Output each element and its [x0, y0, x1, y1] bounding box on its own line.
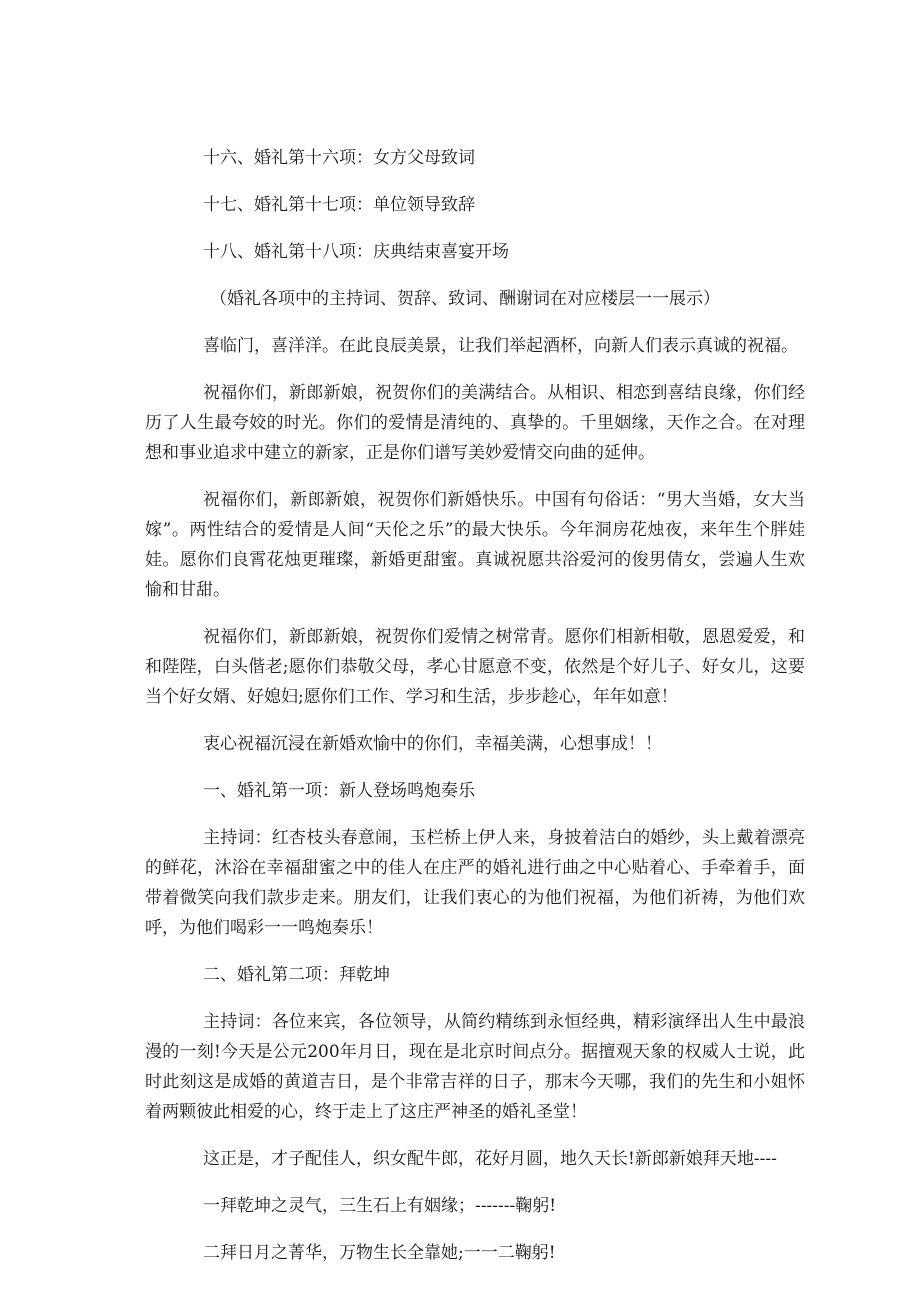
- section-heading-2: 二、婚礼第二项：拜乾坤: [203, 965, 390, 985]
- document-body: [145, 143, 805, 1285]
- paragraph-second-bow: 二拜日月之菁华，万物生长全靠她;一一二鞠躬!: [203, 1243, 556, 1263]
- paragraph-closing-wish: 衷心祝福沉浸在新婚欢愉中的你们，幸福美满，心想事成！！: [203, 734, 662, 754]
- paragraph-first-bow: 一拜乾坤之灵气，三生石上有姻缘；-------鞠躬!: [203, 1196, 557, 1216]
- paragraph-bow-intro: 这正是，才子配佳人，织女配牛郎，花好月圆，地久天长!新郎新娘拜天地----: [203, 1149, 777, 1169]
- paragraph-note: （婚礼各项中的主持词、贺辞、致词、酬谢词在对应楼层一一展示）: [210, 289, 720, 309]
- paragraph-blessing-3: 祝福你们，新郎新娘，祝贺你们爱情之树常青。愿你们相新相敬，恩恩爱爱，和和陛陛，白头偕老;愿你们恭敬父母，孝心甘愿意不变，依然是个好儿子、好女儿，这要当个好女婿、好媳妇;愿你们工作、学习和生活，步步趁心，年年如意！: [145, 627, 805, 707]
- section-heading-1: 一、婚礼第一项：新人登场鸣炮奏乐: [203, 781, 475, 801]
- paragraph-host-speech-2: 主持词：各位来宾，各位领导，从简约精练到永恒经典，精彩演绎出人生中最浪漫的一刻!今天是公元200年月日，现在是北京时间点分。据擅观天象的权威人士说，此时此刻这是成婚的黄道吉日，是个非常吉祥的日子，那末今天哪，我们的先生和小姐怀着两颗彼此相爱的心，终于走上了这庄严神圣的婚礼圣堂！: [145, 1012, 805, 1122]
- paragraph-item-16: 十六、婚礼第十六项：女方父母致词: [203, 148, 475, 168]
- paragraph-item-17: 十七、婚礼第十七项：单位领导致辞: [203, 195, 475, 215]
- paragraph-blessing-2: 祝福你们，新郎新娘，祝贺你们新婚快乐。中国有句俗话：“男大当婚，女大当嫁”。两性结合的爱情是人间“天伦之乐”的最大快乐。今年洞房花烛夜，来年生个胖娃娃。愿你们良霄花烛更璀璨，新婚更甜蜜。真诚祝愿共浴爱河的俊男倩女，尝遍人生欢愉和甘甜。: [145, 490, 805, 600]
- paragraph-host-speech-1: 主持词：红杏枝头春意闹，玉栏桥上伊人来，身披着洁白的婚纱，头上戴着漂亮的鲜花，沐浴在幸福甜蜜之中的佳人在庄严的婚礼进行曲之中心贴着心、手牵着手，面带着微笑向我们款步走来。朋友们，让我们衷心的为他们祝福，为他们祈祷，为他们欢呼，为他们喝彩一一鸣炮奏乐！: [145, 828, 805, 938]
- paragraph-item-18: 十八、婚礼第十八项：庆典结束喜宴开场: [203, 242, 509, 262]
- paragraph-toast: 喜临门，喜洋洋。在此良辰美景，让我们举起酒杯，向新人们表示真诚的祝福。: [203, 336, 798, 356]
- paragraph-blessing-1: 祝福你们，新郎新娘，祝贺你们的美满结合。从相识、相恋到喜结良缘，你们经历了人生最夸姣的时光。你们的爱情是清纯的、真挚的。千里姻缘，天作之合。在对理想和事业追求中建立的新家，正是你们谱写美妙爱情交向曲的延伸。: [145, 383, 805, 463]
